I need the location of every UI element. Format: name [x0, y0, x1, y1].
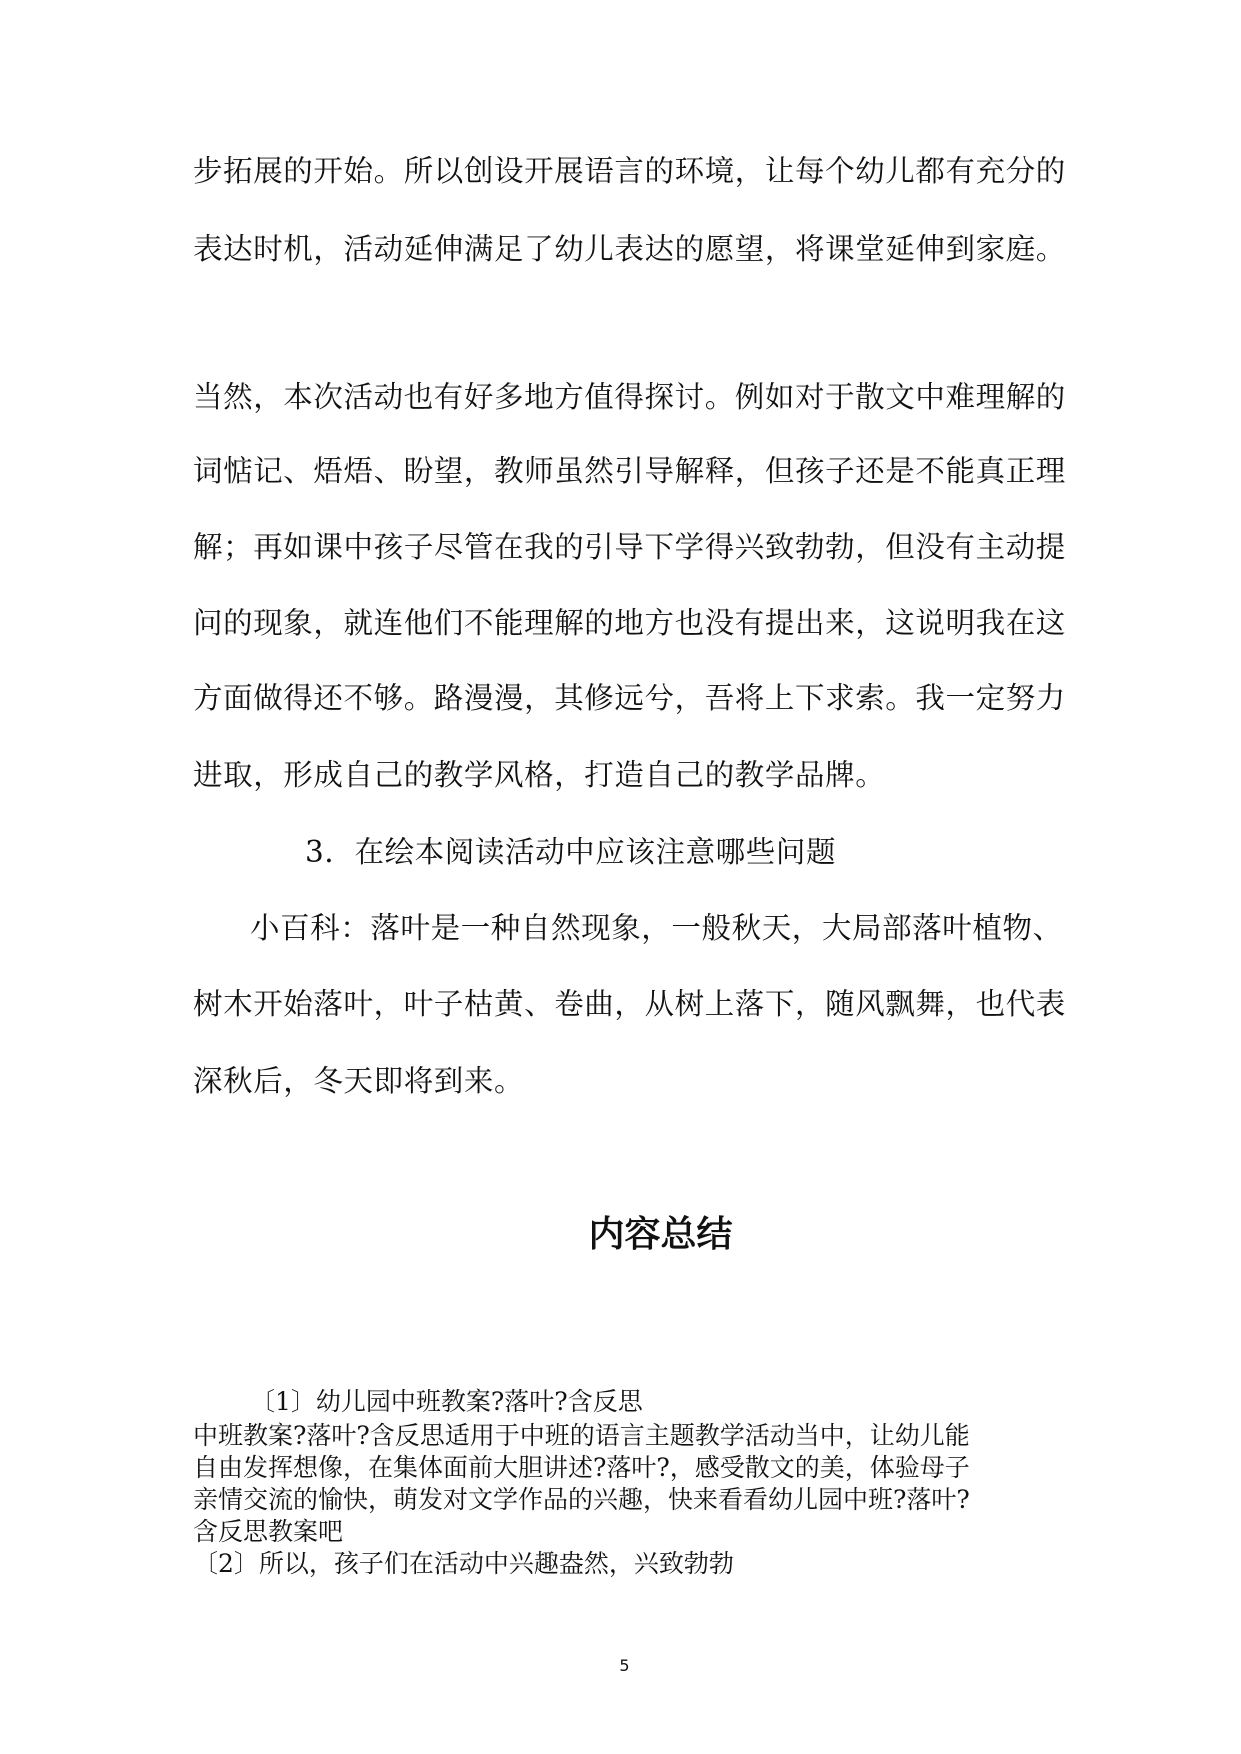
summary-heading: 内容总结	[588, 1214, 733, 1255]
body-line-10: 树木开始落叶，叶子枯黄、卷曲，从树上落下，随风飘舞，也代表	[193, 987, 1066, 1021]
summary-line-5: 含反思教案吧	[193, 1517, 344, 1546]
body-line-6: 问的现象，就连他们不能理解的地方也没有提出来，这说明我在这	[193, 606, 1066, 640]
summary-line-1: 〔1〕幼儿园中班教案?落叶?含反思	[250, 1387, 643, 1416]
summary-line-4: 亲情交流的愉快，萌发对文学作品的兴趣，快来看看幼儿园中班?落叶?	[193, 1485, 970, 1514]
body-line-1: 步拓展的开始。所以创设开展语言的环境，让每个幼儿都有充分的	[193, 154, 1066, 188]
body-line-11: 深秋后，冬天即将到来。	[193, 1064, 525, 1098]
summary-line-3: 自由发挥想像，在集体面前大胆讲述?落叶?，感受散文的美，体验母子	[193, 1453, 970, 1482]
body-line-2: 表达时机，活动延伸满足了幼儿表达的愿望，将课堂延伸到家庭。	[193, 232, 1066, 266]
body-line-8: 进取，形成自己的教学风格，打造自己的教学品牌。	[193, 758, 886, 792]
summary-line-2: 中班教案?落叶?含反思适用于中班的语言主题教学活动当中，让幼儿能	[193, 1421, 970, 1450]
page-number: 5	[619, 1656, 630, 1675]
summary-line-6: 〔2〕所以，孩子们在活动中兴趣盎然，兴致勃勃	[193, 1549, 734, 1578]
section-heading-3: 3．在绘本阅读活动中应该注意哪些问题	[305, 835, 837, 869]
body-line-7: 方面做得还不够。路漫漫，其修远兮，吾将上下求索。我一定努力	[193, 681, 1066, 715]
body-line-5: 解；再如课中孩子尽管在我的引导下学得兴致勃勃，但没有主动提	[193, 530, 1066, 564]
body-line-4: 词惦记、焐焐、盼望，教师虽然引导解释，但孩子还是不能真正理	[193, 454, 1066, 488]
body-line-encyclopedia: 小百科：落叶是一种自然现象，一般秋天，大局部落叶植物、	[250, 911, 1063, 945]
body-line-3: 当然，本次活动也有好多地方值得探讨。例如对于散文中难理解的	[193, 380, 1066, 414]
